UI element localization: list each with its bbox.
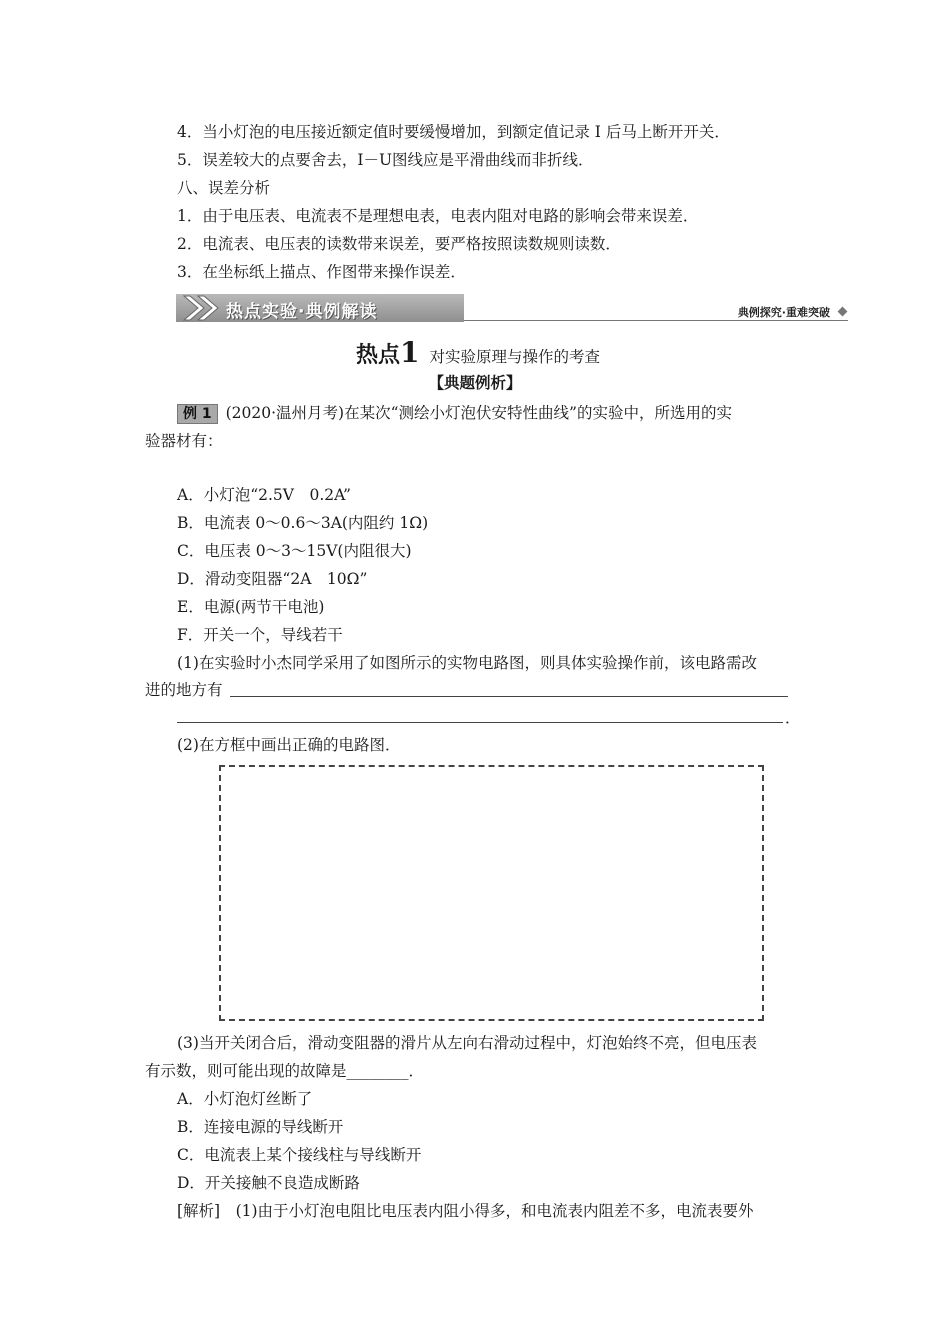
- circuit-drawing-box[interactable]: [219, 765, 764, 1021]
- question-3-line-1: (3)当开关闭合后，滑动变阻器的滑片从左向右滑动过程中，灯泡始终不亮，但电压表: [177, 1034, 757, 1052]
- banner-right-text: 典例探究·重难突破: [737, 306, 830, 319]
- error-item-1: 1．由于电压表、电流表不是理想电表，电表内阻对电路的影响会带来误差．: [177, 207, 699, 225]
- hot-number: 1: [400, 336, 420, 369]
- question-3-line-2: 有示数，则可能出现的故障是________．: [145, 1062, 425, 1080]
- section-title-error-analysis: 八、误差分析: [177, 179, 271, 197]
- question-1-end-mark: ．: [785, 709, 801, 727]
- analysis-line: [解析] (1)由于小灯泡电阻比电压表内阻小得多，和电流表内阻差不多，电流表要外: [177, 1202, 754, 1220]
- banner-bar: [176, 294, 464, 322]
- double-chevron-icon: [180, 294, 226, 322]
- example-text: (2020·温州月考)在某次“测绘小灯泡伏安特性曲线”的实验中，所选用的实: [225, 404, 732, 422]
- diamond-icon: [838, 307, 848, 317]
- banner-title: 热点实验·典例解读: [226, 302, 378, 322]
- material-b: B．电流表 0～0.6～3A(内阻约 1Ω): [177, 514, 429, 532]
- hot-topic-heading: [356, 336, 600, 369]
- error-item-3: 3．在坐标纸上描点、作图带来操作误差．: [177, 263, 466, 281]
- error-item-2: 2．电流表、电压表的读数带来误差，要严格按照读数规则读数．: [177, 235, 621, 253]
- typical-example-heading: 【典题例析】: [428, 373, 522, 392]
- question-1-line-2: 进的地方有: [145, 681, 223, 699]
- material-c: C．电压表 0～3～15V(内阻很大): [177, 542, 412, 560]
- material-e: E．电源(两节干电池): [177, 598, 325, 616]
- option-a: A．小灯泡灯丝断了: [177, 1090, 313, 1108]
- example-badge: 例 1: [177, 404, 218, 424]
- answer-blank-1[interactable]: [230, 696, 788, 697]
- hot-label: 热点: [356, 343, 401, 368]
- option-c: C．电流表上某个接线柱与导线断开: [177, 1146, 422, 1164]
- intro-line-4: 4．当小灯泡的电压接近额定值时要缓慢增加，到额定值记录 I 后马上断开开关．: [177, 123, 730, 141]
- answer-blank-2[interactable]: [177, 722, 783, 723]
- material-f: F．开关一个，导线若干: [177, 626, 343, 644]
- option-d: D．开关接触不良造成断路: [177, 1174, 360, 1192]
- section-banner: [176, 294, 848, 324]
- question-1-line-1: (1)在实验时小杰同学采用了如图所示的实物电路图，则具体实验操作前，该电路需改: [177, 654, 757, 672]
- hot-title: 对实验原理与操作的考查: [429, 348, 601, 366]
- example-line-1: [177, 403, 732, 424]
- material-a: A．小灯泡“2.5V 0.2A”: [177, 486, 351, 504]
- intro-line-5: 5．误差较大的点要舍去，I－U图线应是平滑曲线而非折线．: [177, 151, 594, 169]
- material-d: D．滑动变阻器“2A 10Ω”: [177, 570, 368, 588]
- banner-rule: [464, 320, 848, 321]
- option-b: B．连接电源的导线断开: [177, 1118, 344, 1136]
- example-line-2: 验器材有：: [145, 432, 223, 450]
- question-2: (2)在方框中画出正确的电路图．: [177, 736, 401, 754]
